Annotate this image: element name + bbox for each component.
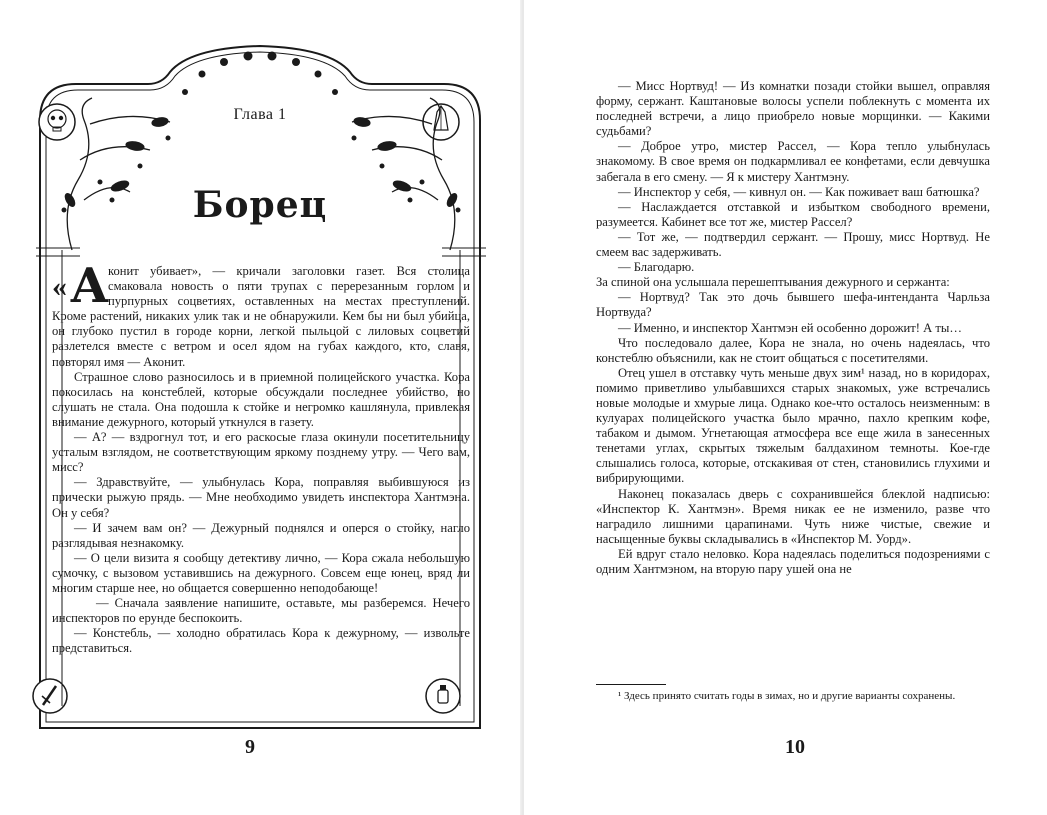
chapter-title: Борец: [192, 184, 328, 226]
chapter-label: Глава 1: [233, 106, 287, 123]
page-number-right: 10: [785, 736, 805, 758]
paragraph: Наконец показалась дверь с сохранившейся блеклой надписью: «Инспектор К. Хантмэн». Время никак ее не изменило, разве что наградило лишними царапинами. Чуть ниже чистые, свежие и насыщенные буквы складывались в «Инспектор М. Уорд».: [596, 486, 990, 546]
paragraph: — Констебль, — холодно обратилась Кора к дежурному, — извольте представиться.: [52, 626, 470, 656]
page-number-left: 9: [245, 736, 255, 758]
paragraph: [52, 258, 470, 370]
paragraph: Отец ушел в отставку чуть меньше двух зим¹ назад, но в коридорах, помимо приветливо улыбавшихся старых знакомых, уже встречались новые молодые и хмурые лица. Однако кое-что осталось неизменным: в кулуарах полицейского участка было мрачно, пахло крепким кофе, табаком и дымом. Угнетающая атмосфера все еще жила в занесенных тенетами углах, скрытых тяжелым балдахином темноты. Кое-где слышались голоса, которые, отскакивая от стен, становились глухими и вибрирующими.: [596, 365, 990, 486]
paragraph: — Здравствуйте, — улыбнулась Кора, поправляя выбившуюся из прически рыжую прядь. — Мне необходимо увидеть инспектора Хантмэна. Он у себя?: [52, 475, 470, 520]
paragraph: За спиной она услышала перешептывания дежурного и сержанта:: [596, 275, 950, 290]
footnote-divider: [596, 684, 666, 685]
paragraph: — А? — вздрогнул тот, и его раскосые глаза окинули посетительницу усталым взглядом, не соответствующим яркому позднему утру. — Чего вам, мисс?: [52, 430, 470, 475]
moon-phases-icon: [182, 52, 338, 96]
paragraph: — Инспектор у себя, — кивнул он. — Как поживает ваш батюшка?: [618, 184, 980, 199]
paragraph-text: конит убивает», — кричали заголовки газет. Вся столица смаковала новость о пяти трупах с перерезанным горлом и пурпурных соцветиях, оставленных на местах преступлений. Кроме растений, никаких улик так и не обнаружили. Кем бы ни был убийца, он глубоко пустил в городе корни, легкой пыльцой с лиловых соцветий разлетелся вместе с ветром и осел ядом на губах каждого, кто, славя, повторял имя — Аконит.: [52, 264, 470, 369]
crystal-medallion-icon: [423, 104, 459, 140]
paragraph: — Нортвуд? Так это дочь бывшего шефа-интенданта Чарльза Нортвуда?: [596, 290, 990, 320]
drop-cap-letter: А: [70, 258, 110, 314]
paragraph: — О цели визита я сообщу детективу лично, — Кора сжала небольшую сумочку, с вызовом уставившись на дежурного. Совсем еще юнец, вряд ли многим старше нее, но общается совершенно неподобающе!: [52, 550, 470, 595]
paragraph: — Тот же, — подтвердил сержант. — Прошу, мисс Нортвуд. Не смеем вас задерживать.: [596, 229, 990, 260]
left-body-text: [52, 258, 470, 656]
paragraph: — И зачем вам он? — Дежурный поднялся и оперся о стойку, нагло разглядывая незнакомку.: [52, 520, 470, 550]
paragraph: — Именно, и инспектор Хантмэн ей особенно дорожит! А ты…: [618, 320, 962, 335]
paragraph: Что последовало далее, Кора не знала, но очень надеялась, что констеблю объяснили, как не стоит общаться с посетителями.: [596, 335, 990, 365]
left-page: [0, 0, 522, 815]
paragraph: — Наслаждается отставкой и избытком свободного времени, разумеется. Кабинет все тот же, мистер Рассел?: [596, 199, 990, 229]
drop-cap-quote: «: [52, 270, 67, 303]
paragraph: Ей вдруг стало неловко. Кора надеялась поделиться подозрениями с одним Хантмэном, на вторую пару ушей она не: [596, 546, 990, 576]
paragraph: — Доброе утро, мистер Рассел, — Кора тепло улыбнулась знакомому. В свое время он подкармливал ее конфетами, если девчушка забегала в его смену. — Я к мистеру Хантмэну.: [596, 139, 990, 184]
footnote: ¹ Здесь принято считать годы в зимах, но и другие варианты сохранены.: [618, 690, 956, 702]
potion-medallion-icon: [426, 679, 460, 713]
drop-cap: [52, 258, 110, 314]
paragraph: — Мисс Нортвуд! — Из комнатки позади стойки вышел, оправляя форму, сержант. Каштановые волосы успели поблекнуть с момента их последней встречи, а лицо приобрело новые морщинки. — Какими судьбами?: [596, 79, 990, 139]
paragraph: Страшное слово разносилось и в приемной полицейского участка. Кора покосилась на констеблей, которые обсуждали последнее убийство, но слушать не стала. Она подошла к стойке и негромко кашлянула, привлекая внимание дежурного, который уткнулся в газету.: [52, 369, 470, 429]
right-body-text: [596, 79, 990, 577]
paragraph: — Сначала заявление напишите, оставьте, мы разберемся. Нечего инспекторов по ерунде беспокоить.: [52, 596, 470, 626]
skull-medallion-icon: [39, 104, 75, 140]
paragraph: — Благодарю.: [618, 260, 695, 275]
